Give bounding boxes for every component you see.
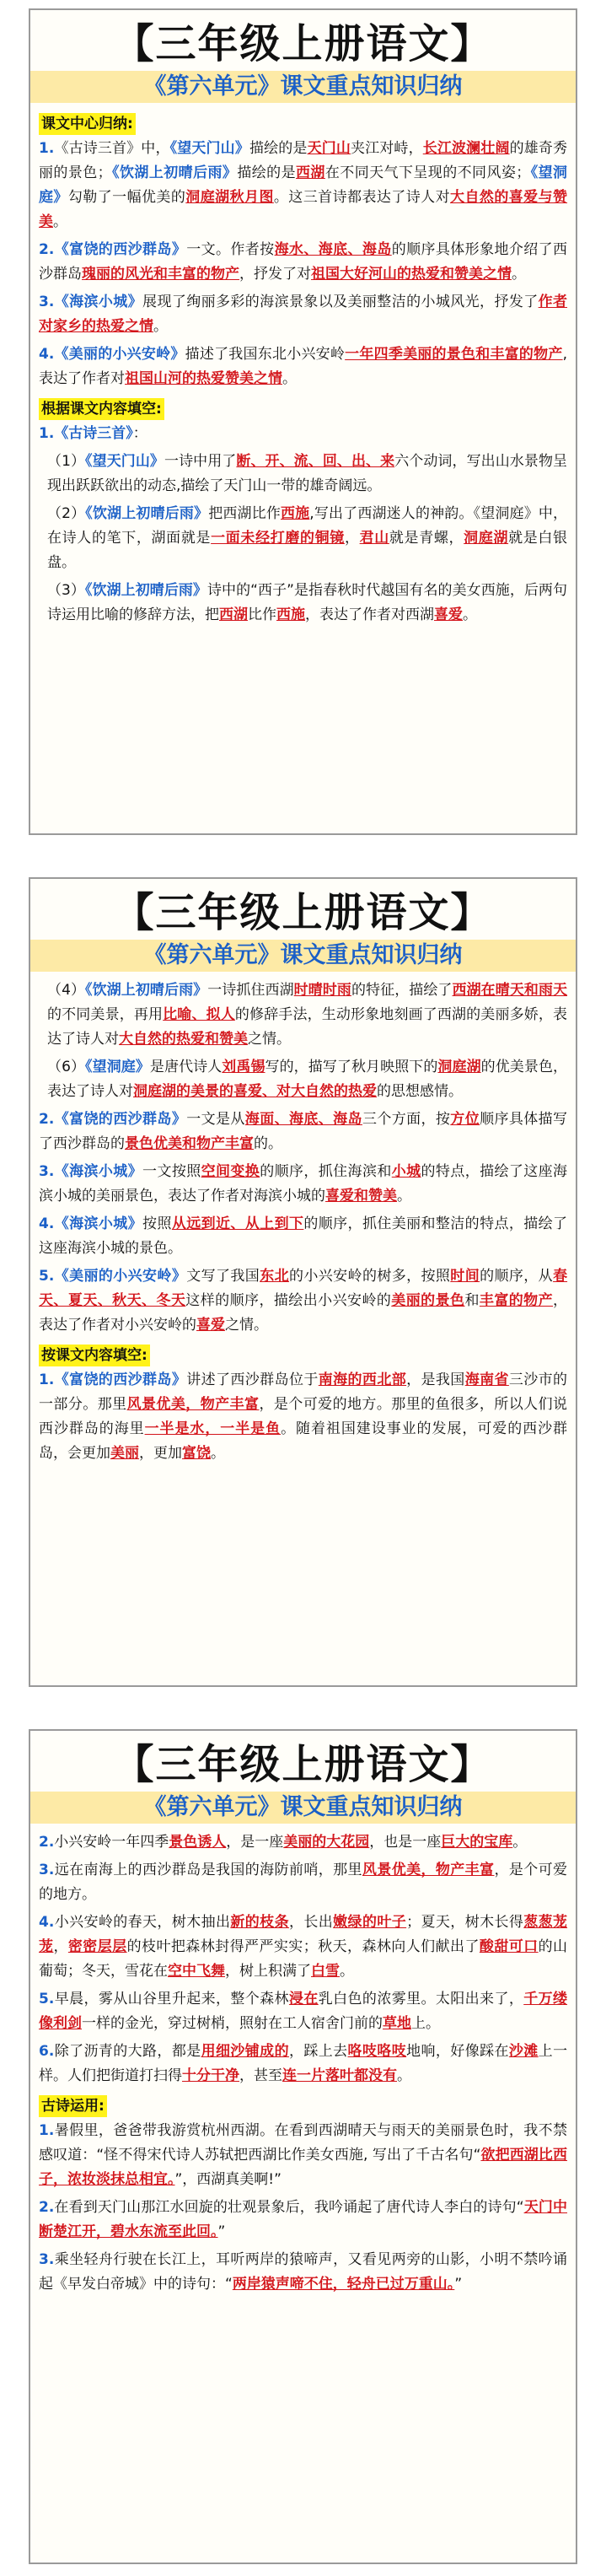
body-text: 的顺序，从	[480, 1268, 554, 1285]
answer-text: 咯吱咯吱	[347, 2043, 407, 2060]
answer-text: 洞庭湖	[437, 1059, 481, 1075]
answer-text: 长江波澜壮阔	[422, 140, 510, 157]
answer-text: 海水、海底、海岛	[274, 241, 392, 258]
answer-text: 浸在	[288, 1991, 319, 2007]
answer-text: 富饶	[182, 1445, 211, 1462]
answer-text: 景色优美和物产丰富	[125, 1135, 254, 1152]
fill-item-1-2	[39, 502, 567, 575]
body-text: ，是一座	[226, 1834, 284, 1851]
answer-text: 两岸猿声啼不住，轻舟已过万重山。	[232, 2276, 455, 2293]
body-text: 远在南海上的西沙群岛是我国的海防前哨，那里	[54, 1862, 362, 1878]
item-number: 3.	[39, 1862, 55, 1878]
body-text: 顺序具体描写了西沙群岛的	[39, 1111, 568, 1152]
answer-text: 十分干净	[182, 2067, 239, 2084]
answer-text: 美丽	[110, 1445, 139, 1462]
body-text: 一文。作者按	[186, 241, 275, 258]
answer-text: 洞庭湖的美景的喜爱、对大自然的热爱	[133, 1083, 377, 1100]
body-text: 地响，好像踩在	[406, 2043, 509, 2060]
body-text: ，是个可爱的地方。那里的鱼很多，所以人们说西沙群岛的海里	[39, 1396, 568, 1437]
page-title: 【三年级上册语文】	[113, 889, 493, 936]
answer-text: 密密层层	[67, 1938, 127, 1955]
answer-text: 断、开、流、回、出、来	[236, 453, 395, 470]
answer-text: 空间变换	[201, 1163, 260, 1180]
body-text: 乘坐轻舟行驶在长江上，耳听两岸的猿啼声，又看见两旁的山影，小明不禁吟诵起《早发白帝城》中的诗句：“	[39, 2251, 567, 2293]
body-text: 按照	[142, 1215, 172, 1232]
unit-subtitle: 《第六单元》课文重点知识归纳	[30, 71, 576, 103]
page-title: 【三年级上册语文】	[113, 1741, 493, 1788]
item-number: 1.	[39, 1372, 55, 1388]
answer-text: 沙滩	[508, 2043, 539, 2060]
answer-text: 瑰丽的风光和丰富的物产	[82, 266, 239, 283]
title-text: 《富饶的西沙群岛》	[54, 241, 187, 258]
body-text: 的顺序具体形象地介绍了西沙群岛	[39, 241, 568, 283]
title-text: 《望天门山》	[85, 453, 164, 470]
summary-item-1	[39, 137, 567, 234]
answer-text: 喜爱和赞美	[325, 1188, 397, 1204]
body-text: 。	[211, 1445, 225, 1462]
body-text: ，长出	[288, 1914, 334, 1931]
body-text: 。	[512, 266, 526, 283]
answer-text: 大自然的热爱和赞美	[119, 1031, 248, 1048]
item-number: 3.	[39, 1163, 55, 1180]
fill-item-2	[39, 1107, 567, 1156]
answer-text: 大自然的喜爱与赞美	[39, 189, 568, 230]
body-text: 夹江对峙，	[351, 140, 423, 157]
answer-text: 洞庭湖	[464, 530, 509, 547]
body-text: 的特点，描绘了这座海滨小城的美丽景色，表达了作者对海滨小城的	[39, 1163, 568, 1204]
body-text: （2）	[47, 505, 86, 522]
body-text: ，是我国	[406, 1372, 465, 1388]
title-text: 《富饶的西沙群岛》	[54, 1111, 187, 1128]
body-text: 的雄奇秀丽的景色；	[39, 140, 568, 181]
title-text: 《饮湖上初晴后雨》	[85, 982, 208, 999]
item-number: 2.	[39, 1111, 55, 1128]
body-text: 小兴安岭的春天，树木抽出	[54, 1914, 231, 1931]
body-text: 描述了我国东北小兴安岭	[185, 346, 346, 363]
body-text: ，表达了作者对西湖	[305, 606, 434, 623]
answer-text: 喜爱	[434, 606, 463, 623]
item-number: 4.	[39, 1215, 55, 1232]
answer-text: 美丽的大花园	[283, 1834, 370, 1851]
title-text: 《富饶的西沙群岛》	[54, 1372, 187, 1388]
item-number: 3.	[39, 2251, 55, 2268]
body-text: ”，西湖真美啊!”	[174, 2171, 282, 2188]
body-text: （3）	[47, 582, 85, 599]
body-text: 三沙市的一部分。那里	[39, 1372, 568, 1413]
body-text: 把西湖比作	[208, 505, 281, 522]
item-number: 4.	[39, 346, 55, 363]
title-text: 《望天门山》	[169, 140, 249, 157]
fill-item-4	[39, 1212, 567, 1261]
answer-text: 丰富的物产	[479, 1292, 554, 1309]
title-text: 《海滨小城》	[54, 294, 143, 310]
body-text: 的小兴安岭的树多，按照	[288, 1268, 451, 1285]
answer-text: 天门山	[307, 140, 351, 157]
body-text: ，抒发了对	[239, 266, 311, 283]
text-fill-item-4	[39, 1910, 567, 1984]
body-text: 的优美景色，表达了诗人对	[47, 1059, 568, 1100]
item-number: 2.	[39, 241, 55, 258]
answer-text: 时晴时雨	[293, 982, 351, 999]
body-text: 早晨，雾从山谷里升起来，整个森林	[54, 1991, 289, 2007]
title-text: 《美丽的小兴安岭》	[54, 346, 185, 363]
section-heading-poem-use: 古诗运用:	[39, 2095, 107, 2117]
answer-text: 巨大的宝库	[441, 1834, 513, 1851]
body-text: 之情。	[225, 1317, 268, 1334]
body-text: （1）	[47, 453, 86, 470]
answer-text: 欲把西湖比西子，浓妆淡抹总相宜。	[39, 2147, 568, 2188]
answer-text: 西湖	[219, 606, 248, 623]
body-text: ，更加	[139, 1445, 182, 1462]
fill-item-1-6	[39, 1055, 567, 1104]
text-fill-item-2	[39, 1830, 567, 1855]
fill-item-5	[39, 1264, 567, 1338]
answer-text: 海面、海底、海岛	[244, 1111, 362, 1128]
answer-text: 时间	[450, 1268, 480, 1285]
body-text: 上。	[411, 2015, 440, 2032]
answer-text: 方位	[450, 1111, 480, 1128]
body-text: 三个方面，按	[362, 1111, 451, 1128]
body-text: ”	[217, 2223, 226, 2240]
body-text: 。	[340, 1963, 354, 1980]
body-text: 描绘的是	[249, 140, 308, 157]
summary-item-3	[39, 290, 567, 339]
body-text: 写的，描写了秋月映照下的	[265, 1059, 438, 1075]
fill-item-3	[39, 1160, 567, 1209]
item-number: 5.	[39, 1991, 55, 2007]
answer-text: 海南省	[464, 1372, 509, 1388]
answer-text: 西施	[276, 606, 305, 623]
item-number: 1.	[39, 140, 55, 157]
answer-text: 喜爱	[196, 1317, 225, 1334]
item-number: 3.	[39, 294, 55, 310]
unit-subtitle: 《第六单元》课文重点知识归纳	[30, 940, 576, 972]
body-text: 。	[397, 1188, 411, 1204]
body-text: 讲述了西沙群岛位于	[186, 1372, 319, 1388]
answer-text: 风景优美，物产丰富	[126, 1396, 260, 1413]
body-text: 的枝叶把森林封得严严实实；秋天，森林向人们献出了	[126, 1938, 480, 1955]
answer-text: 嫩绿的叶子	[333, 1914, 407, 1931]
answer-text: 洞庭湖秋月图	[185, 189, 274, 206]
item-number: 6.	[39, 2043, 55, 2060]
body-text: 文写了我国	[186, 1268, 260, 1285]
body-text: 比作	[248, 606, 276, 623]
item-number: 2.	[39, 1834, 55, 1851]
fill-item-1	[39, 422, 567, 446]
answer-text: 春天、夏天、秋天、冬天	[39, 1268, 568, 1309]
answer-text: 风景优美，物产丰富	[362, 1862, 495, 1878]
body-text: ”	[454, 2276, 463, 2293]
body-text: 除了沥青的大路，都是	[54, 2043, 201, 2060]
body-text: 的顺序，抓住美丽和整洁的特点，描绘了这座海滨小城的景色。	[39, 1215, 568, 1257]
body-text: 一诗中用了	[164, 453, 237, 470]
body-text: 的顺序，抓住海滨和	[260, 1163, 392, 1180]
body-text: 的。	[254, 1135, 282, 1152]
answer-text: 景色诱人	[169, 1834, 227, 1851]
item-number: 5.	[39, 1268, 55, 1285]
answer-text: 一面未经打磨的铜镜	[211, 530, 345, 547]
text-fill-item-6	[39, 2040, 567, 2088]
page-2	[29, 877, 577, 1687]
body-text: 乳白色的浓雾里。太阳出来了，	[318, 1991, 524, 2007]
body-text: （4）	[47, 982, 86, 999]
body-text: ：	[132, 425, 147, 442]
body-text: 小兴安岭一年四季	[54, 1834, 169, 1851]
body-text: 展现了绚丽多彩的海滨景象以及美丽整洁的小城风光，抒发了	[142, 294, 539, 310]
answer-text: 草地	[383, 2015, 411, 2032]
answer-text: 用细沙铺成的	[201, 2043, 289, 2060]
page-1	[29, 8, 577, 835]
answer-text: 一年四季美丽的景色和丰富的物产	[345, 346, 563, 363]
body-text: ,写出了西湖迷人的神韵。《望洞庭》中，在诗人的笔下，湖面就是	[47, 505, 568, 547]
section-heading-fill: 根据课文内容填空:	[39, 398, 164, 420]
title-text: 《望洞庭》	[85, 1059, 150, 1075]
answer-text: 西施	[280, 505, 310, 522]
body-text: ，表达了作者对小兴安岭的	[39, 1292, 568, 1334]
title-text: 《饮湖上初晴后雨》	[111, 164, 238, 181]
body-text: 一样的金光，穿过树梢，照射在工人宿舍门前的	[82, 2015, 383, 2032]
answer-text: 美丽的景色	[391, 1292, 465, 1309]
answer-text: 新的枝条	[230, 1914, 289, 1931]
body-text: 一文是从	[186, 1111, 245, 1128]
poem-use-item-3	[39, 2248, 567, 2297]
body-text: 暑假里，爸爸带我游赏杭州西湖。在看到西湖晴天与雨天的美丽景色时，我不禁感叹道：“怪不得宋代诗人苏轼把西湖比作美女西施, 写出了千古名句“	[39, 2122, 567, 2164]
poem-use-item-2	[39, 2196, 567, 2245]
body-text: 六个动词，写出山水景物呈现出跃跃欲出的动态,描绘了天门山一带的雄奇阔远。	[47, 453, 568, 494]
summary-item-4	[39, 342, 567, 391]
body-text: 这样的顺序，描绘出小兴安岭的	[185, 1292, 392, 1309]
answer-text: 刘禹锡	[222, 1059, 265, 1075]
answer-text: 白雪	[311, 1963, 340, 1980]
body-text: 。	[512, 1834, 528, 1851]
body-text: ；夏天，树木长得	[406, 1914, 524, 1931]
answer-text: 作者对家乡的热爱之情	[39, 294, 568, 335]
body-text: 在看到天门山那江水回旋的壮观景象后，我吟诵起了唐代诗人李白的诗句“	[54, 2199, 524, 2216]
body-text: 就是白银盘。	[47, 530, 568, 571]
body-text: 。	[53, 213, 67, 230]
body-text: 诗中的“西子”是指春秋时代越国有名的美女西施，后两句诗运用比喻的修辞方法，把	[47, 582, 567, 623]
item-number: 2.	[39, 2199, 55, 2216]
answer-text: 西湖	[296, 164, 325, 181]
section-heading-summary: 课文中心归纳:	[39, 113, 136, 135]
title-text: 《望洞庭》	[39, 164, 568, 206]
answer-text: 比喻、拟人	[163, 1006, 235, 1023]
poem-use-item-1	[39, 2119, 567, 2192]
answer-text: 小城	[391, 1163, 421, 1180]
text-fill-item-1	[39, 1368, 567, 1466]
body-text: 的不同美景，再用	[47, 1006, 164, 1023]
body-text: ，也是一座	[369, 1834, 442, 1851]
answer-text: 酸甜可口	[479, 1938, 539, 1955]
body-text: 。随着祖国建设事业的发展，可爱的西沙群岛，会更加	[39, 1420, 568, 1462]
body-text: （6）	[47, 1059, 86, 1075]
fill-item-1-1	[39, 450, 567, 498]
body-text: 一文按照	[142, 1163, 201, 1180]
text-fill-item-3	[39, 1858, 567, 1907]
body-text: 的山葡萄；冬天，雪花在	[39, 1938, 568, 1980]
body-text: ，是个可爱的地方。	[39, 1862, 568, 1903]
body-text: 就是青螺，	[389, 530, 464, 547]
body-text: 《古诗三首》中，	[54, 140, 170, 157]
answer-text: 南海的西北部	[318, 1372, 407, 1388]
fill-item-1-3	[39, 579, 567, 628]
page-3	[29, 1729, 577, 2564]
body-text: 之情。	[248, 1031, 291, 1048]
body-text: ，踩上去	[288, 2043, 348, 2060]
answer-text: 从远到近、从上到下	[171, 1215, 304, 1232]
body-text: 的特征，描绘了	[351, 982, 453, 999]
body-text: ，	[344, 530, 360, 547]
body-text: ，	[53, 1938, 68, 1955]
body-text: 。	[153, 318, 168, 335]
body-text: 描绘的是	[237, 164, 297, 181]
answer-text: 连一片落叶都没有	[282, 2067, 397, 2084]
answer-text: 君山	[359, 530, 389, 547]
answer-text: 葱葱茏茏	[39, 1914, 568, 1955]
body-text: 勾勒了一幅优美的	[67, 189, 186, 206]
body-text: 。	[282, 370, 297, 387]
body-text: 。	[463, 606, 477, 623]
title-text: 《美丽的小兴安岭》	[54, 1268, 187, 1285]
title-text: 《海滨小城》	[54, 1215, 143, 1232]
answer-text: 空中飞舞	[168, 1963, 225, 1980]
answer-text: 祖国山河的热爱赞美之情	[125, 370, 282, 387]
answer-text: 千万缕像利剑	[39, 1991, 568, 2032]
body-text: 。	[397, 2067, 411, 2084]
body-text: 。这三首诗都表达了诗人对	[273, 189, 451, 206]
title-text: 《海滨小城》	[54, 1163, 143, 1180]
body-text: 的思想感情。	[377, 1083, 463, 1100]
answer-text: 西湖在晴天和雨天	[452, 982, 568, 999]
answer-text: 东北	[260, 1268, 289, 1285]
page-title: 【三年级上册语文】	[113, 20, 493, 67]
item-number: 1.	[39, 2122, 55, 2139]
item-number: 4.	[39, 1914, 55, 1931]
body-text: ，树上积满了	[225, 1963, 311, 1980]
body-text: 和	[464, 1292, 480, 1309]
summary-item-2	[39, 238, 567, 287]
body-text: 的修辞手法，生动形象地刻画了西湖的美丽多娇，表达了诗人对	[47, 1006, 568, 1048]
body-text: 在不同天气下呈现的不同风姿；	[324, 164, 531, 181]
body-text: 一诗抓住西湖	[207, 982, 294, 999]
unit-subtitle: 《第六单元》课文重点知识归纳	[30, 1792, 576, 1824]
item-number: 1.	[39, 425, 55, 442]
answer-text: 祖国大好河山的热爱和赞美之情	[311, 266, 512, 283]
body-text: ，甚至	[239, 2067, 282, 2084]
body-text: 上一样。人们把街道打扫得	[39, 2043, 568, 2084]
title-text: 《饮湖上初晴后雨》	[85, 505, 209, 522]
title-text: 《饮湖上初晴后雨》	[84, 582, 207, 599]
title-text: 《古诗三首》	[54, 425, 133, 442]
body-text: 是唐代诗人	[149, 1059, 223, 1075]
answer-text: 一半是水，一半是鱼	[144, 1420, 282, 1437]
fill-item-1-4	[39, 978, 567, 1052]
text-fill-item-5	[39, 1987, 567, 2036]
section-heading-fill-by-text: 按课文内容填空:	[39, 1345, 150, 1366]
answer-text: 天门中断楚江开，碧水东流至此回。	[39, 2199, 568, 2240]
body-text: ,表达了作者对	[39, 346, 568, 387]
